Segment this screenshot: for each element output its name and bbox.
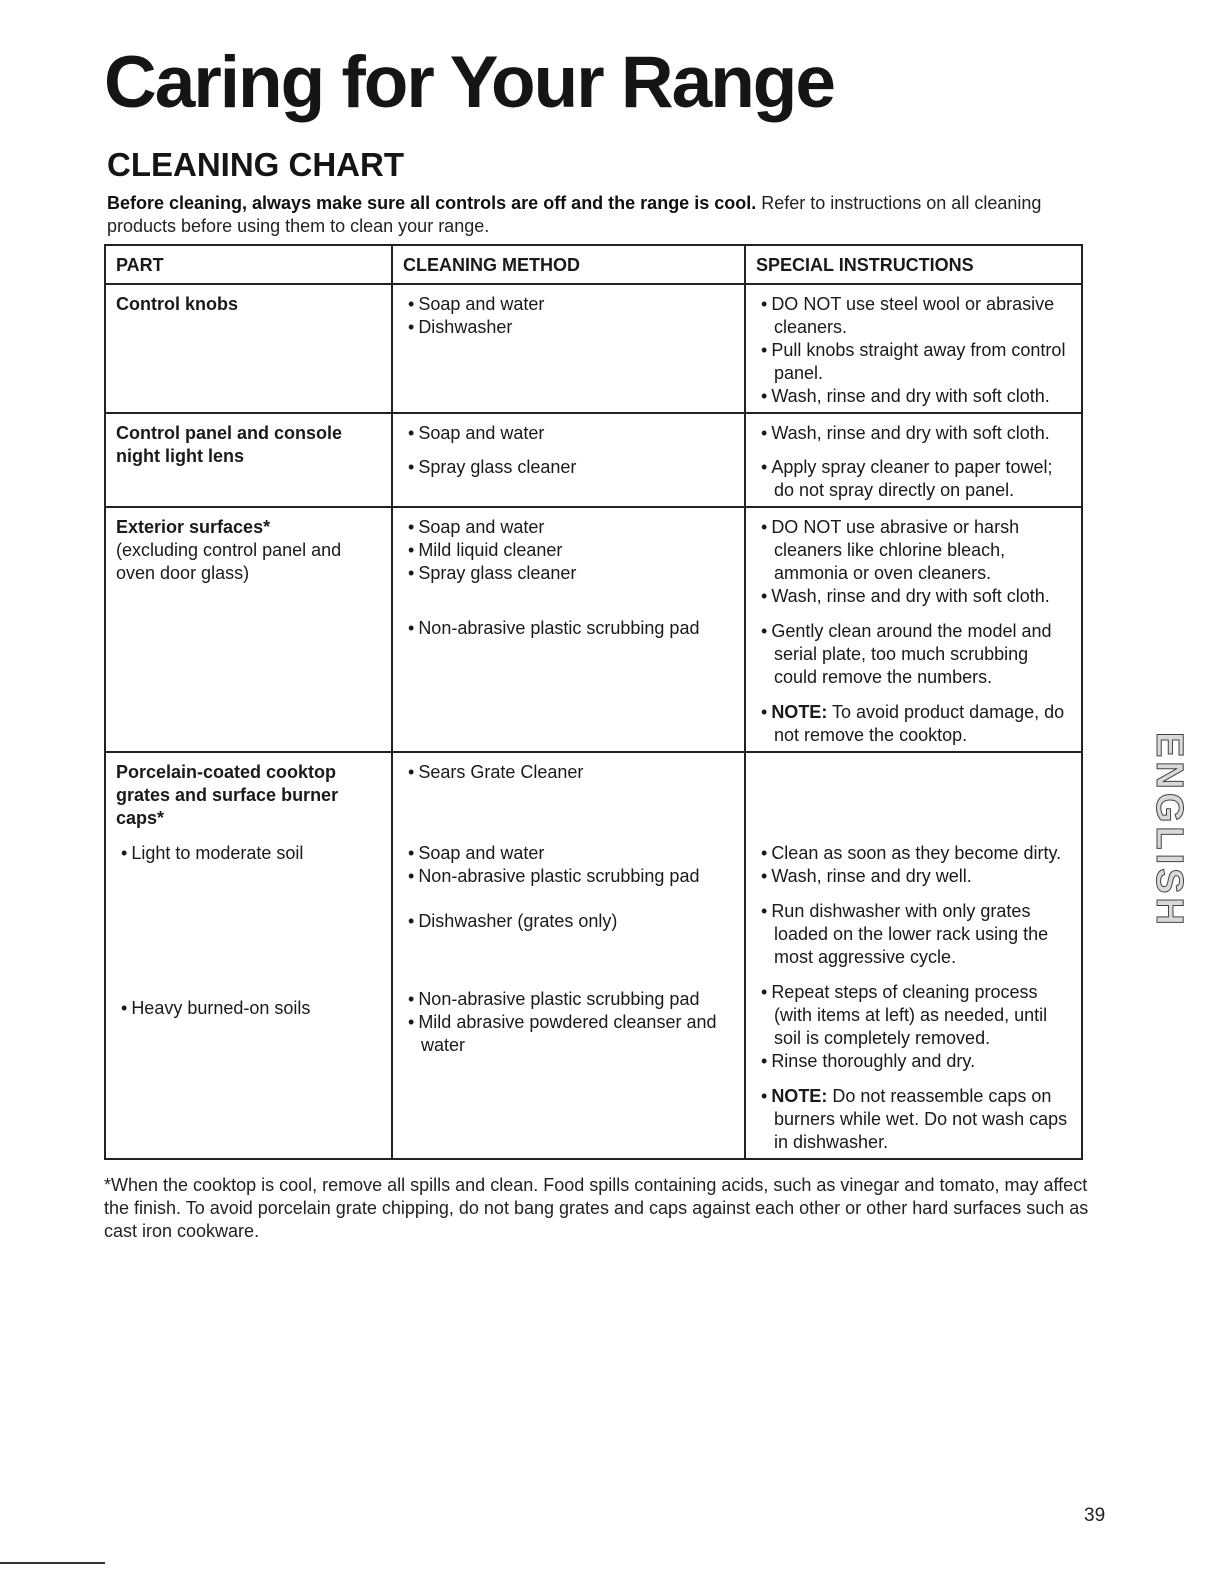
- list-item: • Apply spray cleaner to paper towel; do not spray directly on panel.: [756, 456, 1071, 502]
- method-cell: [392, 284, 745, 413]
- list-item: • Mild liquid cleaner: [403, 539, 734, 562]
- page-title: Caring for Your Range: [104, 42, 834, 123]
- table-row: [105, 507, 1082, 752]
- list-item: • Spray glass cleaner: [403, 562, 734, 585]
- instruction-list: [756, 842, 1071, 888]
- instruction-list: [756, 620, 1071, 689]
- soil-level-list: [116, 842, 381, 865]
- list-item: • Non-abrasive plastic scrubbing pad: [403, 865, 734, 888]
- list-item: • Run dishwasher with only grates loaded on the lower rack using the most aggressive cycle.: [756, 900, 1071, 969]
- method-cell: [392, 507, 745, 752]
- table-row: [105, 284, 1082, 413]
- list-item: • Dishwasher (grates only): [403, 910, 734, 933]
- part-name: Porcelain-coated cooktop grates and surface burner caps*: [116, 762, 339, 828]
- list-item: • Wash, rinse and dry well.: [756, 865, 1071, 888]
- list-item: • Wash, rinse and dry with soft cloth.: [756, 585, 1071, 608]
- instruction-list: [756, 516, 1071, 608]
- intro-warning: Before cleaning, always make sure all controls are off and the range is cool.: [107, 193, 757, 213]
- list-item: • Repeat steps of cleaning process (with items at left) as needed, until soil is completely removed.: [756, 981, 1071, 1050]
- note-label: NOTE:: [771, 702, 828, 722]
- list-item: • Light to moderate soil: [116, 842, 381, 865]
- list-item: • Sears Grate Cleaner: [403, 761, 734, 784]
- method-list: [403, 842, 734, 888]
- instruction-list: [756, 701, 1071, 747]
- method-list: [403, 516, 734, 585]
- list-item: • Clean as soon as they become dirty.: [756, 842, 1071, 865]
- part-note: (excluding control panel and oven door glass): [116, 540, 342, 583]
- instruction-list: [756, 1085, 1071, 1154]
- page-edge-rule: [0, 1562, 105, 1564]
- header-special-instructions: SPECIAL INSTRUCTIONS: [745, 245, 1082, 284]
- part-name: Control panel and console night light lens: [116, 423, 343, 466]
- table-row: [105, 413, 1082, 507]
- soil-level-list: [116, 997, 381, 1020]
- instructions-cell: [745, 413, 1082, 507]
- note-text: To avoid product damage, do not remove the cooktop.: [774, 702, 1065, 745]
- list-item: [756, 1085, 1071, 1154]
- instruction-list: [756, 422, 1071, 502]
- list-item: • Spray glass cleaner: [403, 456, 734, 479]
- list-item: [756, 701, 1071, 747]
- list-item: • Soap and water: [403, 516, 734, 539]
- footnote: *When the cooktop is cool, remove all spills and clean. Food spills containing acids, such as vinegar and tomato, may affect the finish. To avoid porcelain grate chipping, do not bang grates and caps against each other or other hard surfaces such as cast iron cookware.: [104, 1175, 1089, 1241]
- list-item: • Pull knobs straight away from control panel.: [756, 339, 1071, 385]
- list-item: • Rinse thoroughly and dry.: [756, 1050, 1071, 1073]
- note-text: Do not reassemble caps on burners while wet. Do not wash caps in dishwasher.: [774, 1086, 1068, 1152]
- language-tab: [1148, 718, 1188, 942]
- instruction-list: [756, 981, 1071, 1073]
- list-item: • Soap and water: [403, 422, 734, 445]
- intro-text: [107, 192, 1097, 238]
- instructions-cell: [745, 752, 1082, 1159]
- list-item: • DO NOT use steel wool or abrasive cleaners.: [756, 293, 1071, 339]
- list-item: • Soap and water: [403, 293, 734, 316]
- part-cell: [105, 752, 392, 1159]
- method-list: [403, 988, 734, 1057]
- header-cleaning-method: CLEANING METHOD: [392, 245, 745, 284]
- instructions-cell: [745, 507, 1082, 752]
- instruction-list: [756, 900, 1071, 969]
- list-item: • Dishwasher: [403, 316, 734, 339]
- method-cell: [392, 413, 745, 507]
- header-part: PART: [105, 245, 392, 284]
- list-item: • Gently clean around the model and serial plate, too much scrubbing could remove the numbers.: [756, 620, 1071, 689]
- page-number: 39: [1084, 1505, 1106, 1526]
- list-item: • Wash, rinse and dry with soft cloth.: [756, 422, 1071, 445]
- list-item: • Non-abrasive plastic scrubbing pad: [403, 617, 734, 640]
- method-list: [403, 910, 734, 933]
- method-list: [403, 293, 734, 339]
- list-item: • Mild abrasive powdered cleanser and water: [403, 1011, 734, 1057]
- cleaning-chart-table: [104, 244, 1083, 1160]
- table-header-row: [105, 245, 1082, 284]
- list-item: • Non-abrasive plastic scrubbing pad: [403, 988, 734, 1011]
- part-cell: [105, 284, 392, 413]
- part-name: Exterior surfaces*: [116, 517, 271, 537]
- instruction-list: [756, 293, 1071, 408]
- intro-note: Refer to instructions on all cleaning products before using them to clean your range.: [107, 193, 1042, 236]
- part-cell: [105, 413, 392, 507]
- list-item: • Heavy burned-on soils: [116, 997, 381, 1020]
- language-tab-label: ENGLISH: [1147, 731, 1190, 929]
- list-item: • Wash, rinse and dry with soft cloth.: [756, 385, 1071, 408]
- method-list: [403, 617, 734, 640]
- section-title: CLEANING CHART: [107, 146, 404, 183]
- method-cell: [392, 752, 745, 1159]
- table-row: [105, 752, 1082, 1159]
- note-label: NOTE:: [771, 1086, 828, 1106]
- method-list: [403, 422, 734, 479]
- instructions-cell: [745, 284, 1082, 413]
- method-list: [403, 761, 734, 784]
- list-item: • DO NOT use abrasive or harsh cleaners like chlorine bleach, ammonia or oven cleaners.: [756, 516, 1071, 585]
- list-item: • Soap and water: [403, 842, 734, 865]
- part-cell: [105, 507, 392, 752]
- part-name: Control knobs: [116, 294, 238, 314]
